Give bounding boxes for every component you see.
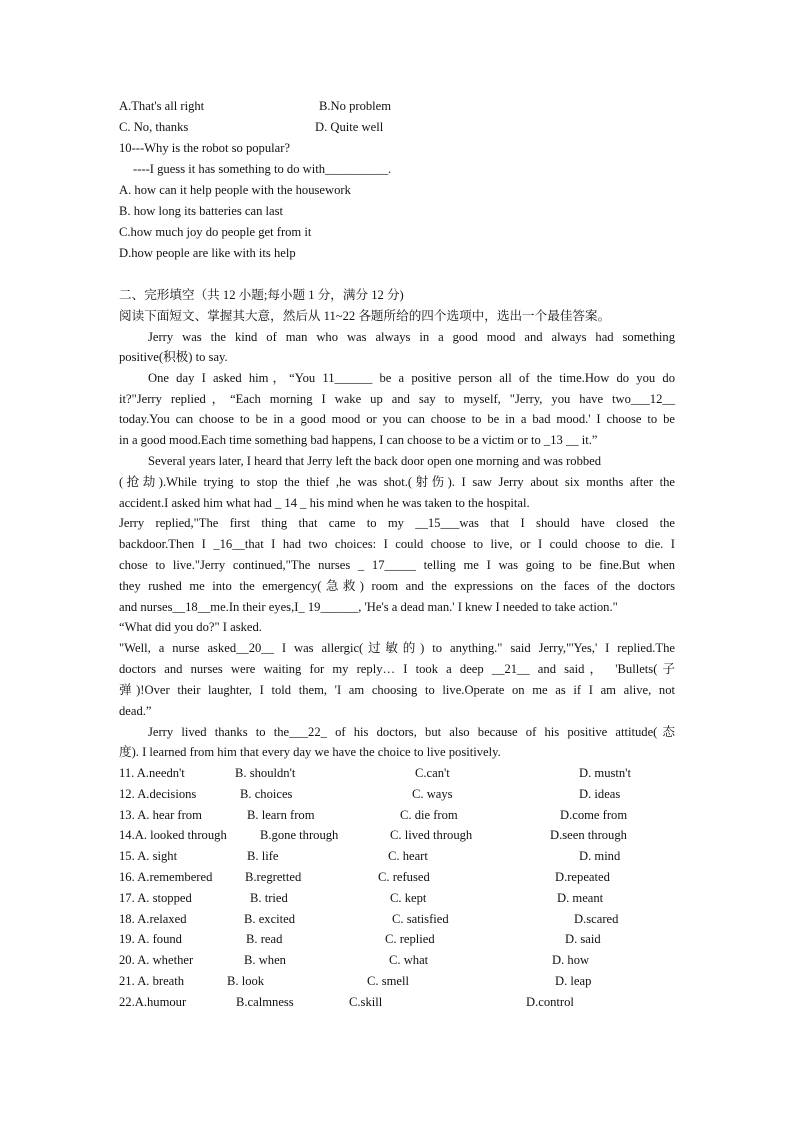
- q10-option-a: A. how can it help people with the housework: [119, 183, 351, 197]
- option-b: B. tried: [250, 890, 288, 905]
- option-d: D. leap: [555, 974, 592, 988]
- passage-line: "Well, a nurse asked__20__ I was allergic(过敏的) to anything." said Jerry,"'Yes,' I replied.The: [119, 641, 675, 655]
- passage-line: Jerry was the kind of man who was always in a good mood and always had something: [148, 330, 675, 344]
- question-option-a: 12. A.decisions: [119, 786, 197, 801]
- option-c: C. lived through: [390, 828, 473, 843]
- option-b: B.regretted: [245, 870, 302, 884]
- passage-line: and nurses__18__me.In their eyes,I_ 19______, 'He's a dead man.' I knew I needed to take action.": [119, 600, 618, 614]
- passage-line: they rushed me into the emergency(急救) room and the expressions on the faces of the doctors: [119, 579, 675, 593]
- passage-line: One day I asked him，“You 11______ be a positive person all of the time.How do you do: [148, 371, 675, 385]
- option-d: D. mustn't: [579, 766, 631, 780]
- option-b: B. when: [244, 953, 286, 968]
- q9-option-c: C. No, thanks: [119, 120, 189, 134]
- option-c: C.can't: [415, 766, 450, 780]
- option-d: D. ideas: [579, 786, 621, 801]
- question-option-a: 20. A. whether: [119, 953, 194, 968]
- question-option-a: 15. A. sight: [119, 849, 178, 864]
- q10-option-c: C.how much joy do people get from it: [119, 225, 312, 239]
- option-d: D.control: [526, 994, 574, 1009]
- section-instructions: 阅读下面短文、掌握其大意，然后从 11~22 各题所给的四个选项中，选出一个最佳答案。: [119, 309, 611, 323]
- option-b: B. look: [227, 974, 265, 988]
- option-d: D. said: [565, 932, 601, 947]
- question-option-a: 13. A. hear from: [119, 807, 202, 822]
- option-c: C. kept: [390, 890, 427, 905]
- option-d: D.come from: [560, 807, 628, 822]
- passage-line: it?"Jerry replied，“Each morning I wake up and say to myself, "Jerry, you have two___12__: [119, 392, 675, 406]
- option-c: C. smell: [367, 974, 409, 988]
- q10-response: ----I guess it has something to do with__________.: [133, 162, 392, 176]
- option-c: C. refused: [378, 870, 430, 884]
- option-b: B.gone through: [260, 828, 339, 843]
- question-option-a: 16. A.remembered: [119, 870, 213, 884]
- passage-line: Several years later, I heard that Jerry left the back door open one morning and was robbed: [148, 454, 602, 468]
- passage-line: (抢劫).While trying to stop the thief ,he was shot.(射伤). I saw Jerry about six months after the: [119, 475, 675, 489]
- question-option-a: 21. A. breath: [119, 974, 185, 988]
- option-d: D.seen through: [550, 828, 627, 843]
- passage-line: Jerry replied,"The first thing that came to my __15___was that I should have closed the: [119, 516, 675, 530]
- passage-line: “What did you do?" I asked.: [119, 620, 262, 634]
- option-b: B. choices: [240, 786, 293, 801]
- passage-line: positive(积极) to say.: [119, 350, 228, 364]
- passage-line: dead.”: [119, 704, 152, 718]
- passage-line: backdoor.Then I _16__that I had two choices: I could choose to live, or I could choose to die. I: [119, 537, 675, 551]
- option-c: C. what: [389, 953, 429, 968]
- option-b: B. read: [246, 932, 283, 947]
- option-d: D. how: [552, 953, 590, 968]
- option-b: B. shouldn't: [235, 766, 296, 780]
- q9-option-b: B.No problem: [319, 99, 392, 113]
- option-d: D. mind: [579, 849, 621, 864]
- q9-option-a: A.That's all right: [119, 99, 205, 113]
- question-option-a: 19. A. found: [119, 932, 182, 947]
- passage-line: doctors and nurses were waiting for my reply… I took a deep __21__ and said， 'Bullets(子: [119, 662, 675, 676]
- question-option-a: 17. A. stopped: [119, 890, 192, 905]
- section-heading: 二、完形填空（共 12 小题;每小题 1 分，满分 12 分): [119, 288, 404, 302]
- passage-line: 弹)!Over their laughter, I told them, 'I am choosing to live.Operate on me as if I am alive, not: [119, 683, 675, 697]
- passage-line: Jerry lived thanks to the___22_ of his doctors, but also because of his positive attitude(态: [148, 725, 675, 739]
- passage-line: chose to live."Jerry continued,"The nurses _ 17_____ telling me I was going to be fine.But when: [119, 558, 675, 572]
- passage-line: today.You can choose to be in a good mood or you can choose to be in a bad mood.' I choose to be: [119, 412, 675, 426]
- option-d: D. meant: [557, 890, 604, 905]
- option-d: D.scared: [574, 911, 619, 926]
- option-c: C. replied: [385, 932, 435, 947]
- option-b: B.calmness: [236, 994, 294, 1009]
- question-option-a: 22.A.humour: [119, 994, 187, 1009]
- question-option-a: 14.A. looked through: [119, 828, 227, 843]
- option-c: C. die from: [400, 807, 458, 822]
- option-c: C. heart: [388, 849, 428, 864]
- q10-option-b: B. how long its batteries can last: [119, 204, 284, 218]
- passage-line: 度). I learned from him that every day we have the choice to live positively.: [119, 745, 501, 759]
- option-d: D.repeated: [555, 870, 610, 884]
- option-c: C. satisfied: [392, 911, 449, 926]
- q9-option-d: D. Quite well: [315, 120, 384, 134]
- passage-line: in a good mood.Each time something bad happens, I can choose to be a victim or to _13 __ it.”: [119, 433, 598, 447]
- option-c: C.skill: [349, 994, 383, 1009]
- option-b: B. excited: [244, 911, 296, 926]
- question-option-a: 11. A.needn't: [119, 766, 185, 780]
- option-b: B. learn from: [247, 807, 315, 822]
- passage-line: accident.I asked him what had _ 14 _ his mind when he was taken to the hospital.: [119, 496, 530, 510]
- option-b: B. life: [247, 849, 279, 864]
- q10-option-d: D.how people are like with its help: [119, 246, 296, 260]
- q10-question: 10---Why is the robot so popular?: [119, 141, 291, 155]
- option-c: C. ways: [412, 786, 453, 801]
- question-option-a: 18. A.relaxed: [119, 911, 187, 926]
